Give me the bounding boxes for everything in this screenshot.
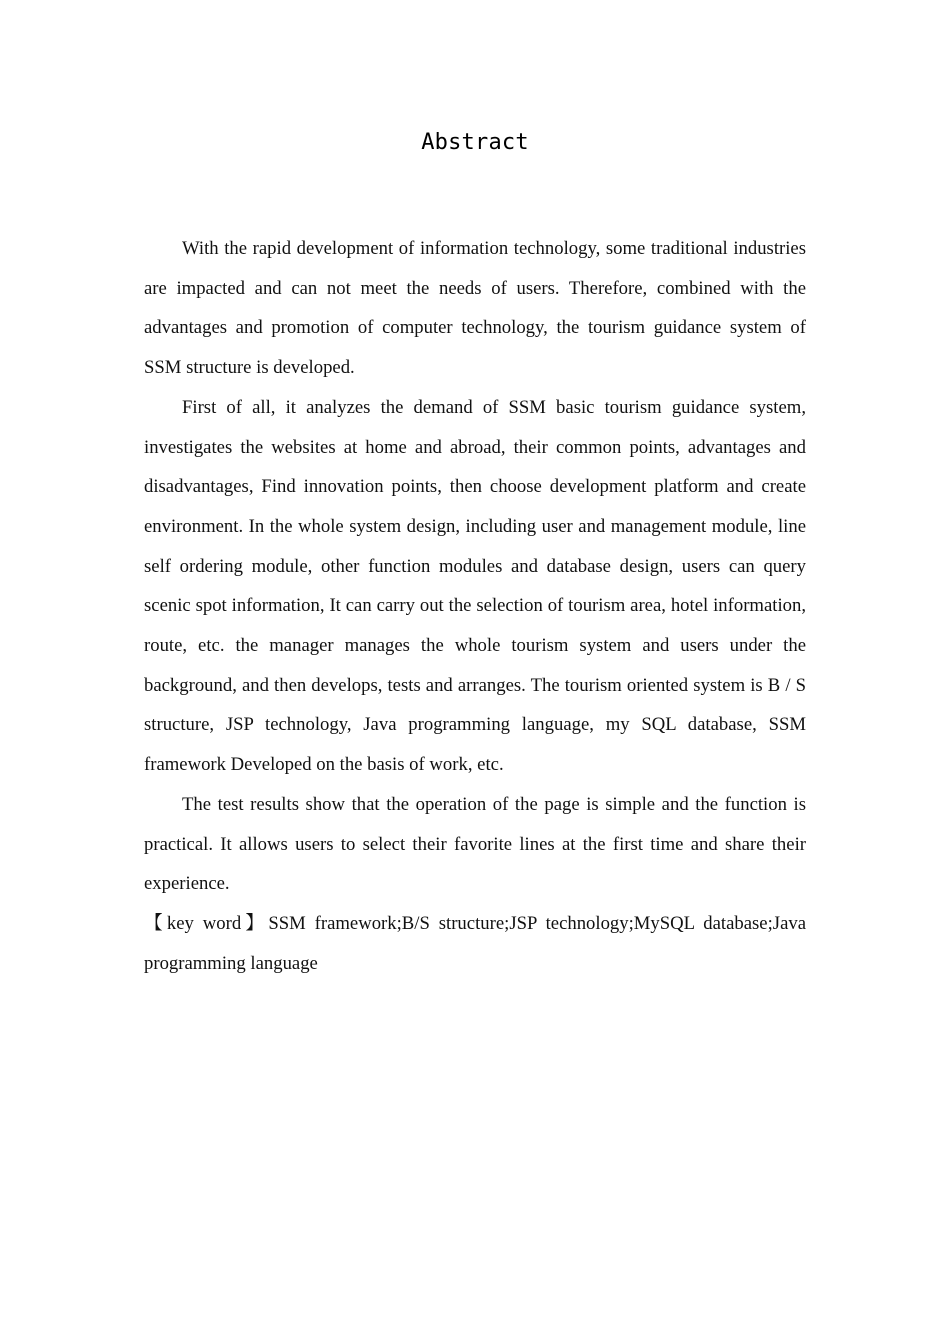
abstract-paragraph-3: The test results show that the operation of the page is simple and the function is practical. It allows users to select their favorite lines at the first time and share their experience. bbox=[144, 793, 806, 895]
abstract-paragraph-2: First of all, it analyzes the demand of SSM basic tourism guidance system, investigates the websites at home and abroad, their common points, advantages and disadvantages, Find innovation points, then choose development platform and create environment. In the whole system design, including user and management module, line self ordering module, other function modules and database design, users can query scenic spot information, It can carry out the selection of tourism area, hotel information, route, etc. the manager manages the whole tourism system and users under the background, and then develops, tests and arranges. The tourism oriented system is B / S structure, JSP technology, Java programming language, my SQL database, SSM framework Developed on the basis of work, etc. bbox=[144, 396, 806, 776]
keywords-line: 【key word】SSM framework;B/S structure;JSP technology;MySQL database;Java programming language bbox=[144, 912, 806, 974]
abstract-body bbox=[144, 229, 806, 983]
page-title: Abstract bbox=[421, 130, 529, 155]
abstract-paragraph-1: With the rapid development of information technology, some traditional industries are impacted and can not meet the needs of users. Therefore, combined with the advantages and promotion of computer technology, the tourism guidance system of SSM structure is developed. bbox=[144, 238, 806, 379]
